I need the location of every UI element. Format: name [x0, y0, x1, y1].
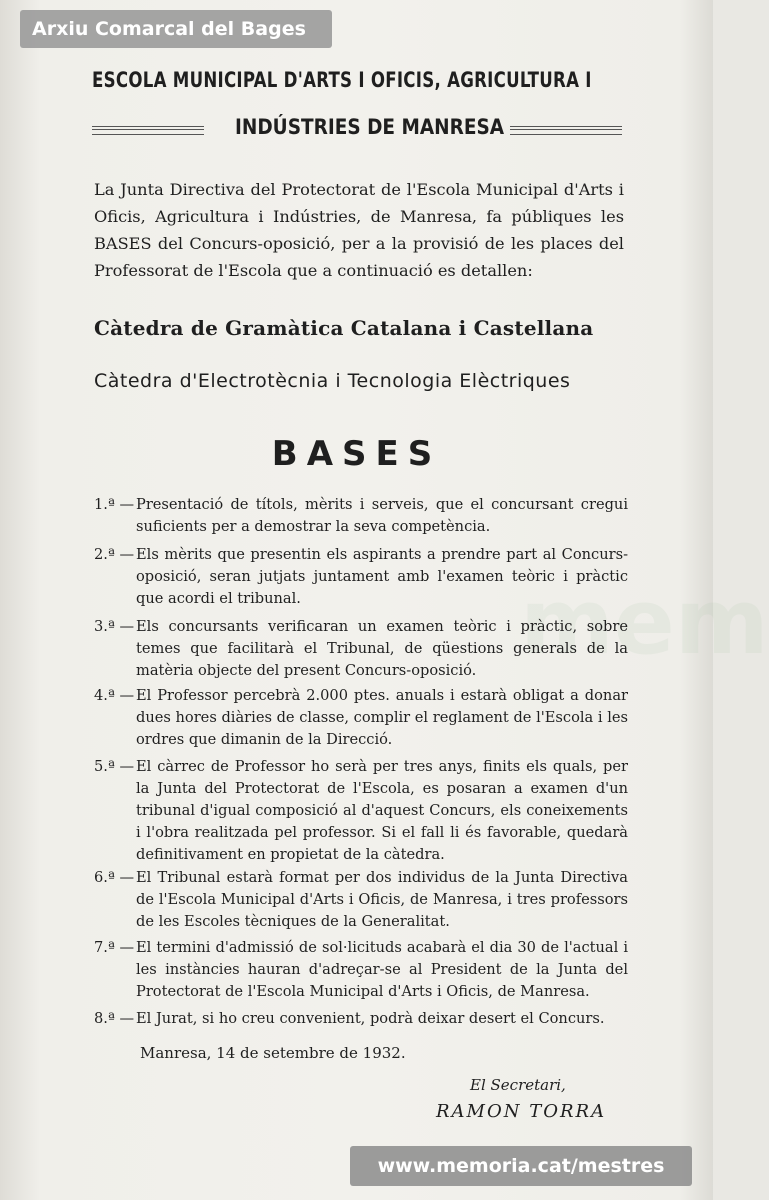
- base-item-7: [94, 937, 628, 1003]
- base-item-4: [94, 685, 628, 751]
- base-item-3: [94, 616, 628, 682]
- source-url-link[interactable]: www.memoria.cat/mestres: [350, 1146, 692, 1186]
- base-text: Els mèrits que presentin els aspirants a prendre part al Concurs-oposició, seran jutjats juntament amb l'examen teòric i pràctic que acordi el tribunal.: [136, 546, 628, 607]
- base-number: 8.ª —: [94, 1010, 135, 1027]
- base-text: Els concursants verificaran un examen teòric i pràctic, sobre temes que facilitarà el Tribunal, de qüestions generals de la matèria objecte del present Concurs-oposició.: [136, 618, 628, 679]
- base-number: 3.ª —: [94, 618, 135, 635]
- base-text: El Jurat, si ho creu convenient, podrà deixar desert el Concurs.: [136, 1010, 605, 1027]
- base-text: El termini d'admissió de sol·licituds acabarà el dia 30 de l'actual i les instàncies hauran d'adreçar-se al President de la Junta del Protectorat de l'Escola Municipal d'Arts i Oficis, de Manresa.: [136, 939, 628, 1000]
- left-double-rule: [92, 126, 204, 135]
- base-number: 4.ª —: [94, 687, 135, 704]
- bases-heading: BASES: [271, 434, 442, 474]
- archive-label: Arxiu Comarcal del Bages: [20, 10, 332, 48]
- document-title-line2-row: [92, 115, 622, 145]
- base-number: 2.ª —: [94, 546, 135, 563]
- base-text: El càrrec de Professor ho serà per tres anys, finits els quals, per la Junta del Protectorat de l'Escola, es posaran a examen d'un tribunal d'igual composició al d'aquest Concurs, els coneixements i l'obra realitzada pel professor. Si el fall li és favorable, quedarà definitivament en propietat de la càtedra.: [136, 758, 628, 863]
- base-number: 1.ª —: [94, 496, 135, 513]
- base-number: 7.ª —: [94, 939, 135, 956]
- base-item-5: [94, 756, 628, 866]
- chair-electrotechnics: Càtedra d'Electrotècnia i Tecnologia Elèctriques: [94, 370, 571, 392]
- base-item-6: [94, 867, 628, 933]
- intro-paragraph: La Junta Directiva del Protectorat de l'Escola Municipal d'Arts i Oficis, Agricultura i Indústries, de Manresa, fa públiques les BASES del Concurs-oposició, per a la provisió de les places del Professorat de l'Escola que a continuació es detallen:: [94, 180, 624, 280]
- base-item-8: [94, 1008, 628, 1030]
- background-watermark: mem: [520, 570, 769, 675]
- base-text: El Tribunal estarà format per dos individus de la Junta Directiva de l'Escola Municipal d'Arts i Oficis, de Manresa, i tres professors de les Escoles tècniques de la Generalitat.: [136, 869, 628, 930]
- chair-grammar: Càtedra de Gramàtica Catalana i Castellana: [94, 316, 594, 340]
- base-text: Presentació de títols, mèrits i serveis, que el concursant cregui suficients per a demostrar la seva competència.: [136, 496, 628, 535]
- base-item-1: [94, 494, 628, 538]
- signer-name: RAMON TORRA: [436, 1101, 607, 1122]
- base-text: El Professor percebrà 2.000 ptes. anuals i estarà obligat a donar dues hores diàries de classe, complir el reglament de l'Escola i les ordres que dimanin de la Direcció.: [136, 687, 628, 748]
- right-double-rule: [510, 126, 622, 135]
- base-number: 6.ª —: [94, 869, 135, 886]
- base-item-2: [94, 544, 628, 610]
- document-title-line1: ESCOLA MUNICIPAL D'ARTS I OFICIS, AGRICULTURA I: [92, 68, 592, 92]
- document-title-line2: INDÚSTRIES DE MANRESA: [235, 115, 505, 139]
- base-number: 5.ª —: [94, 758, 135, 775]
- secretary-label: El Secretari,: [470, 1076, 566, 1094]
- place-date: Manresa, 14 de setembre de 1932.: [140, 1044, 406, 1062]
